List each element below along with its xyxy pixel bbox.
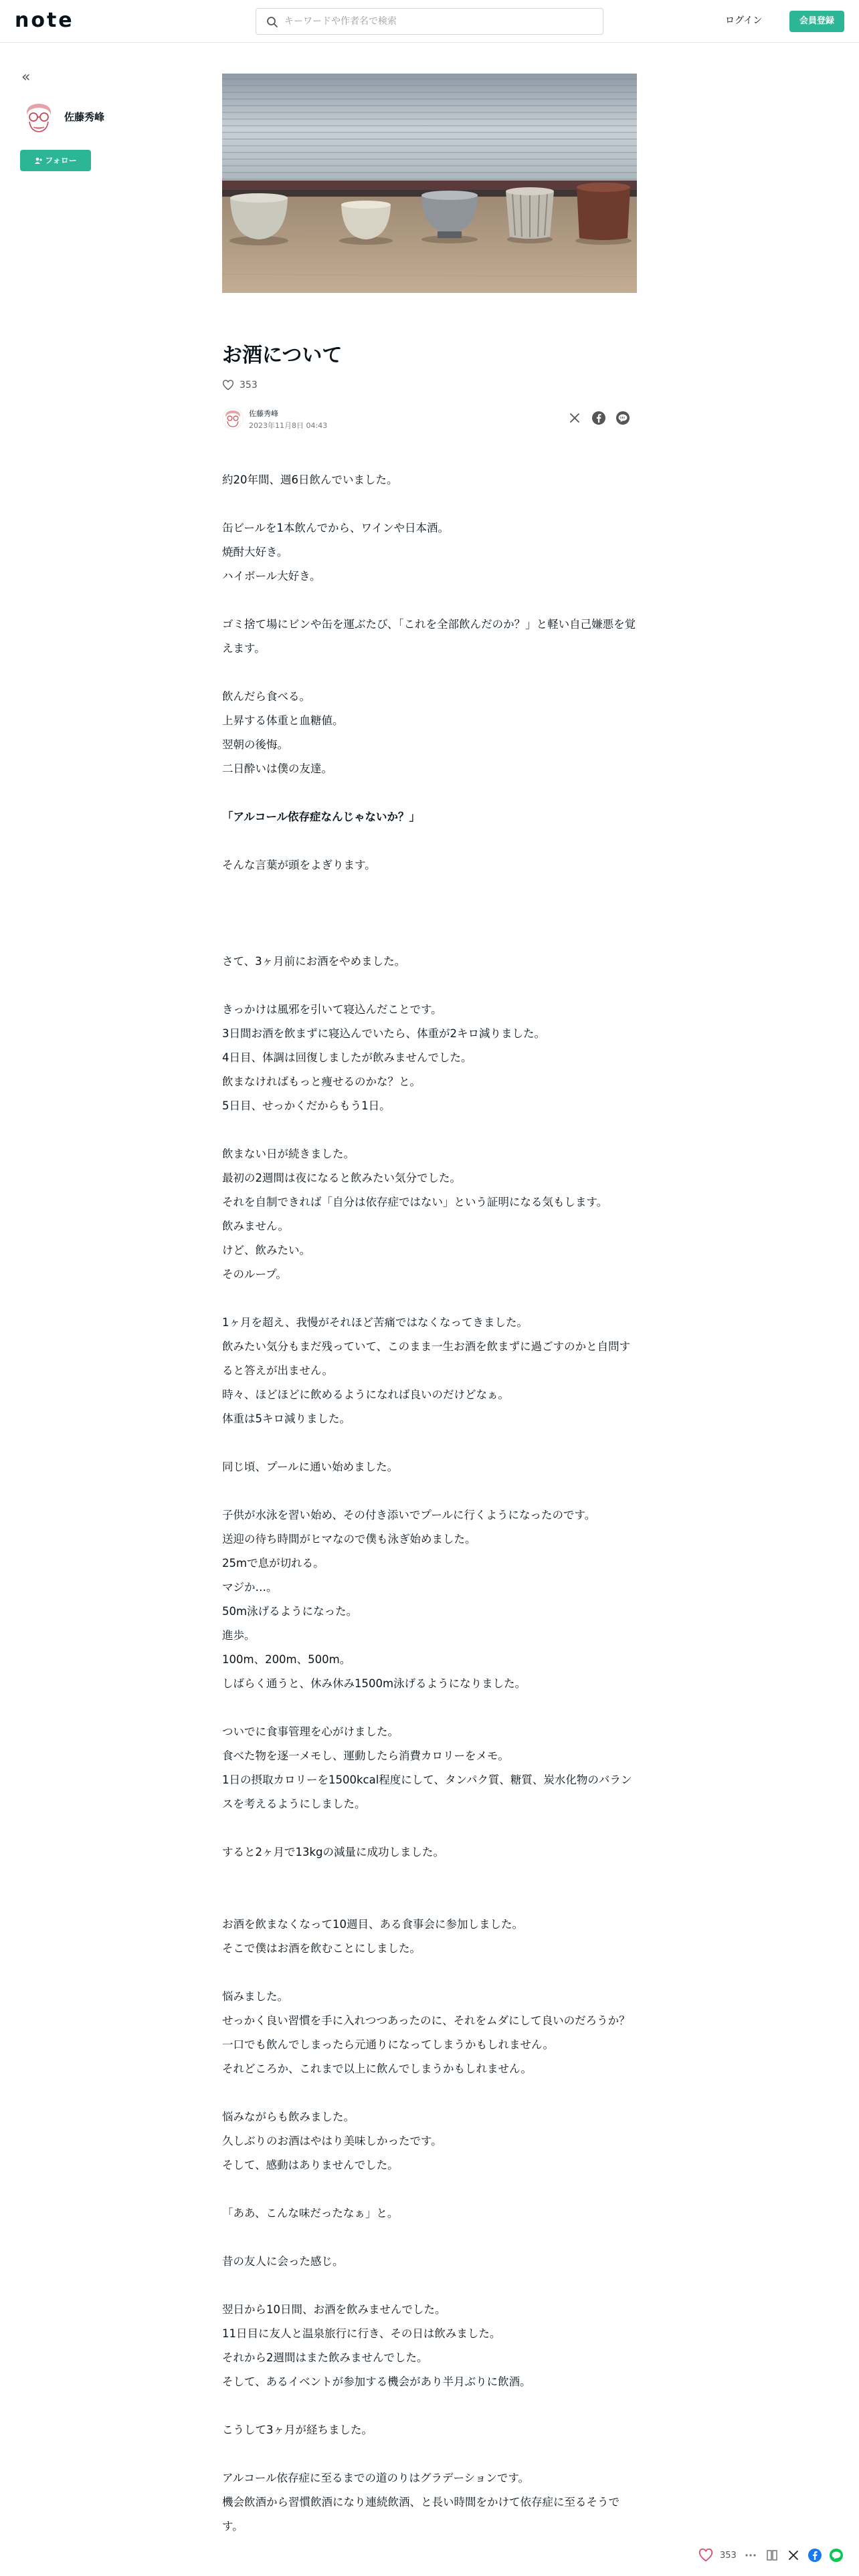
paragraph: [222, 1961, 637, 1985]
paragraph: [222, 974, 637, 998]
paragraph: さて、3ヶ月前にお酒をやめました。: [222, 955, 406, 968]
paragraph: けど、飲みたい。: [222, 1244, 310, 1257]
x-icon[interactable]: [786, 2548, 801, 2563]
search-box[interactable]: [256, 8, 603, 35]
bottom-like-count: 353: [720, 2550, 737, 2561]
paragraph: 一口でも飲んでしまったら元通りになってしまうかもしれません。: [222, 2038, 554, 2051]
paragraph: すると2ヶ月で13kgの減量に成功しました。: [222, 1846, 445, 1858]
paragraph: 3日間お酒を飲まずに寝込んでいたら、体重が2キロ減りました。: [222, 1027, 545, 1040]
heart-icon: [222, 380, 234, 391]
paragraph: 最初の2週間は夜になると飲みたい気分でした。: [222, 1172, 461, 1184]
sidebar-author-name[interactable]: 佐藤秀峰: [64, 111, 105, 123]
x-icon[interactable]: [567, 411, 582, 425]
paragraph: 二日酔いは僕の友達。: [222, 762, 332, 775]
paragraph: 悩みました。: [222, 1990, 288, 2003]
paragraph: しばらく通うと、休み休み1500m泳げるようになりました。: [222, 1677, 527, 1690]
paragraph: 4日目、体調は回復しましたが飲みませんでした。: [222, 1051, 472, 1064]
paragraph: 飲んだら食べる。: [222, 690, 310, 703]
paragraph: お酒を飲まなくなって10週目、ある食事会に参加しました。: [222, 1918, 523, 1931]
paragraph: [222, 781, 637, 805]
paragraph: 送迎の待ち時間がヒマなので僕も泳ぎ始めました。: [222, 1533, 476, 1545]
paragraph: ゴミ捨て場にビンや缶を運ぶたび、「これを全部飲んだのか？」と軽い自己嫌悪を覚えます。: [222, 618, 636, 655]
author-avatar[interactable]: [222, 408, 244, 429]
paragraph: それから2週間はまた飲みませんでした。: [222, 2351, 428, 2364]
person-plus-icon: [34, 157, 42, 164]
paragraph: 時々、ほどほどに飲めるようになれば良いのだけどなぁ。: [222, 1388, 509, 1401]
paragraph: [222, 1816, 637, 1840]
paragraph: そんな言葉が頭をよぎります。: [222, 859, 376, 871]
paragraph: [222, 492, 637, 516]
more-icon[interactable]: [743, 2548, 758, 2563]
paragraph: 飲まなければもっと痩せるのかな？と。: [222, 1075, 421, 1088]
paragraph: それどころか、これまで以上に飲んでしまうかもしれません。: [222, 2062, 532, 2075]
paragraph: ついでに食事管理を心がけました。: [222, 1725, 399, 1738]
author-name[interactable]: 佐藤秀峰: [249, 409, 278, 418]
paragraph: そこで僕はお酒を飲むことにしました。: [222, 1942, 421, 1955]
paragraph: こうして3ヶ月が経ちました。: [222, 2424, 373, 2436]
paragraph: 50m泳げるようになった。: [222, 1605, 358, 1618]
paragraph: [222, 1287, 637, 1311]
paragraph: 翌日から10日間、お酒を飲みませんでした。: [222, 2303, 446, 2316]
paragraph: 5日目、せっかくだからもう1日。: [222, 1099, 391, 1112]
paragraph: 飲みません。: [222, 1220, 289, 1232]
paragraph: 25mで息が切れる。: [222, 1557, 324, 1570]
paragraph: そのループ。: [222, 1268, 287, 1281]
article-title: お酒について: [222, 344, 343, 367]
paragraph: 飲まない日が続きました。: [222, 1148, 355, 1160]
paragraph: 1ヶ月を超え、我慢がそれほど苦痛ではなくなってきました。: [222, 1316, 528, 1329]
facebook-icon[interactable]: [807, 2548, 822, 2563]
line-icon[interactable]: [615, 411, 630, 425]
paragraph: [222, 2081, 637, 2105]
facebook-icon[interactable]: [591, 411, 606, 425]
paragraph: [222, 2274, 637, 2298]
paragraph: [222, 901, 637, 926]
line-icon[interactable]: [829, 2548, 844, 2563]
collapse-sidebar-icon[interactable]: «: [21, 69, 31, 86]
follow-button[interactable]: [20, 150, 91, 171]
paragraph: それを自制できれば「自分は依存症ではない」という証明になる気もします。: [222, 1196, 608, 1208]
paragraph: 悩みながらも飲みました。: [222, 2111, 355, 2123]
paragraph: マジか…。: [222, 1581, 278, 1594]
publish-date: 2023年11月8日 04:43: [249, 421, 328, 430]
paragraph: 100m、200m、500m。: [222, 1653, 351, 1666]
paragraph: [222, 2226, 637, 2250]
paragraph: [222, 2394, 637, 2418]
paragraph: 昔の友人に会った感じ。: [222, 2255, 344, 2268]
paragraph: 進歩。: [222, 1629, 256, 1642]
signup-button[interactable]: 会員登録: [789, 11, 844, 32]
paragraph: [222, 2177, 637, 2202]
paragraph: 食べた物を逐一メモし、運動したら消費カロリーをメモ。: [222, 1749, 509, 1762]
paragraph: [222, 926, 637, 950]
bottom-action-bar: [698, 2548, 844, 2563]
magazine-icon[interactable]: [765, 2548, 779, 2563]
paragraph: そして、あるイベントが参加する機会があり半月ぶりに飲酒。: [222, 2375, 531, 2388]
paragraph: [222, 1479, 637, 1503]
paragraph: 11日目に友人と温泉旅行に行き、その日は飲みました。: [222, 2327, 501, 2340]
site-header: [0, 0, 859, 43]
paragraph: [222, 1889, 637, 1913]
paragraph: 約20年間、週6日飲んでいました。: [222, 473, 398, 486]
article-body: [222, 468, 637, 2539]
paragraph: 缶ビールを1本飲んでから、ワインや日本酒。: [222, 522, 450, 534]
paragraph: 翌朝の後悔。: [222, 738, 288, 751]
paragraph: 体重は5キロ減りました。: [222, 1412, 351, 1425]
avatar[interactable]: [20, 99, 58, 136]
note-logo[interactable]: note: [15, 9, 74, 32]
paragraph: [222, 1431, 637, 1455]
like-button[interactable]: [222, 380, 258, 391]
paragraph: アルコール依存症に至るまでの道のりはグラデーションです。: [222, 2472, 530, 2484]
paragraph: そして、感動はありませんでした。: [222, 2159, 399, 2171]
paragraph: [222, 661, 637, 685]
paragraph: 久しぶりのお酒はやはり美味しかったです。: [222, 2135, 442, 2147]
hero-image-bowls: [222, 74, 637, 293]
paragraph: 上昇する体重と血糖値。: [222, 714, 344, 727]
paragraph: 同じ頃、プールに通い始めました。: [222, 1461, 399, 1473]
paragraph: [222, 877, 637, 901]
paragraph: 子供が水泳を習い始め、その付き添いでプールに行くようになったのです。: [222, 1509, 596, 1521]
share-buttons: [567, 411, 630, 425]
paragraph: [222, 2442, 637, 2466]
paragraph: [222, 588, 637, 613]
heart-icon[interactable]: [698, 2548, 713, 2563]
paragraph: 「アルコール依存症なんじゃないか？」: [222, 811, 421, 823]
like-count: 353: [240, 380, 258, 391]
paragraph: [222, 1696, 637, 1720]
paragraph: 飲みたい気分もまだ残っていて、このまま一生お酒を飲まずに過ごすのかと自問すると答えが出ません。: [222, 1340, 631, 1377]
search-icon: [266, 15, 279, 29]
paragraph: 焼酎大好き。: [222, 546, 288, 558]
paragraph: せっかく良い習慣を手に入れつつあったのに、それをムダにして良いのだろうか？: [222, 2014, 630, 2027]
paragraph: きっかけは風邪を引いて寝込んだことです。: [222, 1003, 442, 1016]
paragraph: [222, 829, 637, 853]
paragraph: ハイボール大好き。: [222, 570, 321, 582]
paragraph: 1日の摂取カロリーを1500kcal程度にして、タンパク質、糖質、炭水化物のバランスを考えるようにしました。: [222, 1774, 632, 1810]
paragraph: 「ああ、こんな味だったなぁ」と。: [222, 2207, 399, 2220]
login-link[interactable]: ログイン: [725, 15, 763, 26]
paragraph: [222, 1864, 637, 1889]
paragraph: [222, 1118, 637, 1142]
paragraph: 機会飲酒から習慣飲酒になり連続飲酒、と長い時間をかけて依存症に至るそうです。: [222, 2496, 619, 2533]
search-input[interactable]: [284, 9, 599, 34]
follow-label: フォロー: [45, 156, 77, 165]
